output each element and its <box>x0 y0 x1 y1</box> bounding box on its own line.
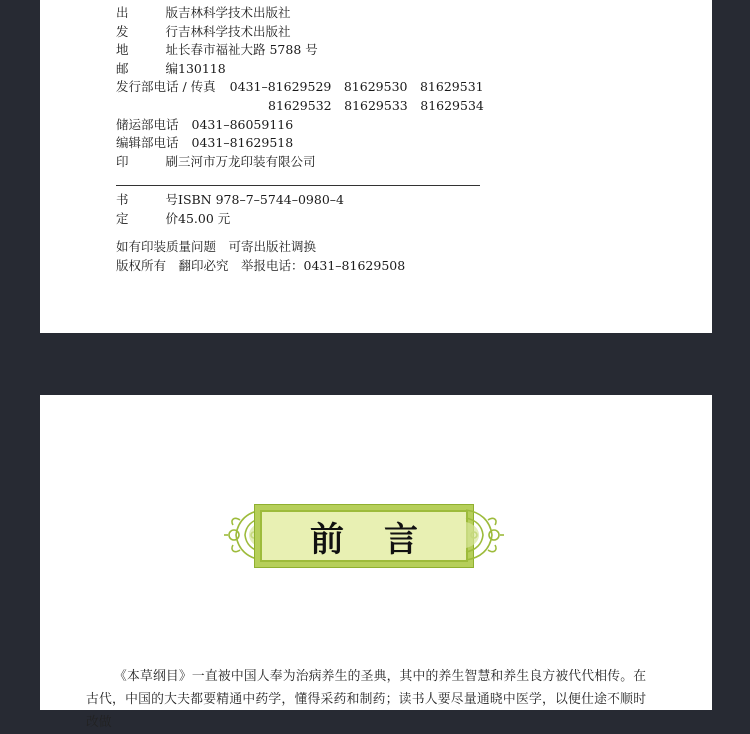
preface-page <box>40 395 712 730</box>
label-char: 号 <box>165 192 178 207</box>
info-row-publisher <box>116 4 484 23</box>
postcode-value: 130118 <box>178 60 226 76</box>
preface-title: 前言 <box>310 519 458 560</box>
label-char: 行 <box>165 23 178 39</box>
phone-value-line2: 81629532 81629533 81629534 <box>268 97 484 113</box>
editorial-label: 编辑部电话 <box>116 135 179 151</box>
info-row-address <box>116 41 484 60</box>
label-char: 刷 <box>165 153 178 169</box>
label-char: 址 <box>165 42 178 58</box>
label-char: 邮 <box>116 60 129 76</box>
printer-value: 三河市万龙印装有限公司 <box>178 153 316 169</box>
rights-notice: 版权所有 翻印必究 举报电话：0431–81629508 <box>116 258 406 273</box>
label-char: 地 <box>116 42 129 58</box>
isbn-value: ISBN 978–7–5744–0980–4 <box>178 192 344 207</box>
book-info <box>116 191 344 228</box>
phone-label: 发行部电话 / 传真 <box>116 79 216 95</box>
label-char: 出 <box>116 5 129 20</box>
info-row-printer <box>116 153 484 172</box>
label-char: 定 <box>116 210 129 226</box>
preface-title-banner <box>224 500 504 570</box>
preface-paragraph: 《本草纲目》一直被中国人奉为治病养生的圣典，其中的养生智慧和养生良方被代代相传。在古代，中国的大夫都要精通中药学，懂得采药和制药；读书人要尽量通晓中医学，以便仕途不顺时改做 <box>86 669 646 730</box>
storage-label: 储运部电话 <box>116 116 179 132</box>
divider-line <box>116 185 480 186</box>
phone-value-line1: 0431–81629529 81629530 81629531 <box>229 79 484 95</box>
price-value: 45.00 元 <box>178 210 231 226</box>
ornament-right-icon <box>464 500 504 570</box>
copyright-page <box>40 0 712 333</box>
info-row-distributor <box>116 23 484 42</box>
info-row-isbn <box>116 191 344 210</box>
label-char: 书 <box>116 192 129 207</box>
label-char: 印 <box>116 153 129 169</box>
distributor-value: 吉林科学技术出版社 <box>178 23 291 39</box>
publisher-value: 吉林科学技术出版社 <box>178 5 291 20</box>
info-row-phone <box>116 78 484 97</box>
editorial-value: 0431–81629518 <box>191 135 294 151</box>
storage-value: 0431–86059116 <box>191 116 294 132</box>
info-row-storage <box>116 116 484 135</box>
publication-info <box>116 4 484 171</box>
label-char: 发 <box>116 23 129 39</box>
info-row-editorial <box>116 134 484 153</box>
title-frame <box>254 504 474 568</box>
address-value: 长春市福祉大路 5788 号 <box>178 42 318 58</box>
info-row-postcode <box>116 60 484 79</box>
label-char: 版 <box>165 5 178 20</box>
quality-notice: 如有印装质量问题 可寄出版社调换 <box>116 239 317 254</box>
notices <box>116 237 405 275</box>
info-row-phone-cont <box>116 97 484 116</box>
label-char: 价 <box>165 210 178 226</box>
info-row-price <box>116 210 344 229</box>
label-char: 编 <box>165 60 178 76</box>
